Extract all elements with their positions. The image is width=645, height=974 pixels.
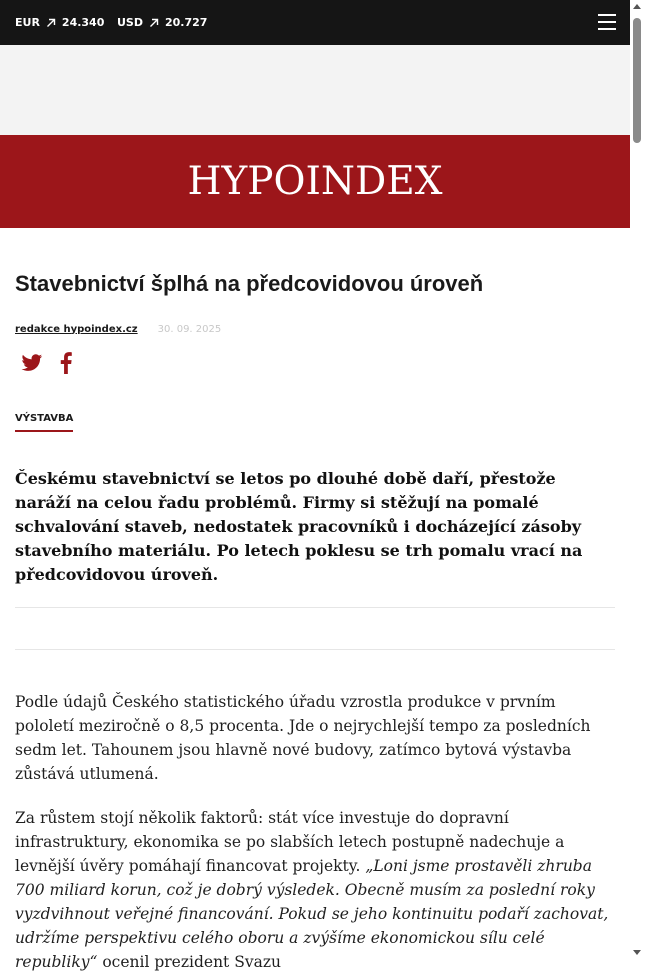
hamburger-menu-icon[interactable] — [598, 14, 616, 30]
article-paragraph: Podle údajů Českého statistického úřadu vzrostla produkce v prvním pololetí meziročně o 8,5 procenta. Jde o nejrychlejší tempo za posledních sedm let. Tahounem jsou hlavně nové budovy, zatímco bytová výstavba zůstává utlumená. — [15, 693, 591, 783]
brand-header — [0, 135, 630, 228]
article-lead: Českému stavebnictví se letos po dlouhé době daří, přestože naráží na celou řadu problémů. Firmy si stěžují na pomalé schvalování staveb, nedostatek pracovníků i docházející zásoby stavebního materiálu. Po letech poklesu se trh pomalu vrací na předcovidovou úroveň. — [15, 469, 583, 584]
divider — [15, 649, 615, 650]
arrow-up-right-icon — [46, 18, 56, 28]
currency-bar — [0, 0, 630, 45]
paragraph-text: Za růstem stojí několik faktorů: stát více investuje do dopravní infrastruktury, ekonomika se po slabších letech postupně nadechuje a levnější úvěry pomáhají financovat projekty. — [15, 809, 565, 875]
publish-date: 30. 09. 2025 — [157, 323, 222, 335]
currency-rate-usd — [117, 0, 207, 45]
article-paragraph — [15, 806, 615, 974]
divider — [15, 607, 615, 608]
currency-code: EUR — [15, 16, 40, 29]
site-logo[interactable]: HYPOINDEX — [187, 159, 443, 204]
article-byline — [15, 321, 221, 337]
scrollbar-thumb[interactable] — [633, 18, 641, 143]
ad-placeholder — [0, 45, 630, 135]
paragraph-text: ocenil prezident Svazu — [97, 953, 281, 971]
arrow-up-right-icon — [149, 18, 159, 28]
article-title: Stavebnictví šplhá na předcovidovou úroveň — [15, 271, 484, 296]
author-link[interactable]: redakce hypoindex.cz — [15, 323, 138, 335]
currency-value: 24.340 — [61, 16, 105, 29]
quote-text: „Loni jsme prostavěli zhruba 700 miliard korun, což je dobrý výsledek. Obecně musím za poslední roky vyzdvihnout veřejné financování. Pokud se jeho kontinuitu podaří zachovat, udržíme perspektivu celého oboru a zvýšíme ekonomickou sílu celé republiky“ — [15, 857, 609, 971]
currency-code: USD — [117, 16, 143, 29]
scroll-down-arrow-icon[interactable] — [633, 950, 641, 955]
share-buttons — [21, 352, 73, 374]
facebook-icon[interactable] — [59, 352, 73, 374]
currency-value: 20.727 — [165, 16, 208, 29]
category-tag[interactable]: VÝSTAVBA — [15, 413, 73, 432]
scroll-up-arrow-icon[interactable] — [633, 4, 641, 9]
scrollbar[interactable] — [630, 0, 645, 961]
twitter-icon[interactable] — [21, 352, 43, 374]
currency-rate-eur — [15, 0, 104, 45]
